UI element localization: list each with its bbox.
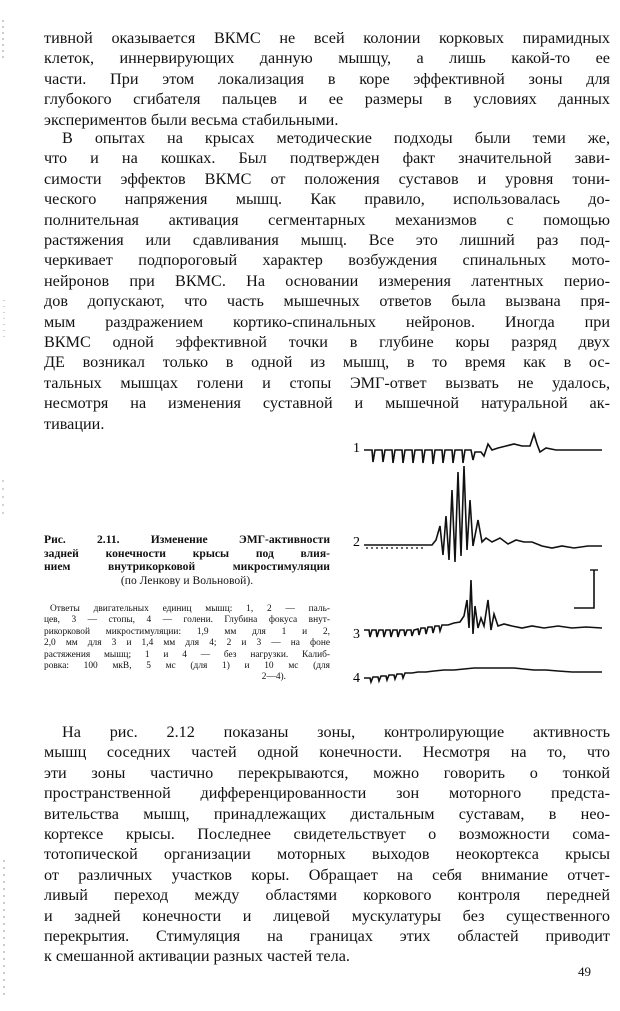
text-line: что и на кошках. Был подтвержден факт значительной зави- <box>44 149 610 168</box>
text-line: экспериментов были весьма стабильными. <box>44 110 339 129</box>
trace-label-3: 3 <box>353 627 360 642</box>
text-line: тальных мышцах голени и стопы ЭМГ-ответ вызвать не удалось, <box>44 373 610 392</box>
text-line: к смешанной активации разных частей тела. <box>44 947 350 966</box>
note-line: 2—4). <box>261 672 286 683</box>
text-line: дов допускают, что часть мышечных ответов была вызвана пря- <box>44 292 610 311</box>
text-line: ческого напряжения мышц. Как правило, использовалась до- <box>44 190 610 209</box>
caption-line: нием внутрикорковой микростимуляции <box>44 560 330 574</box>
text-line: черкивает подпороговый характер возбуждения спинальных мото- <box>44 251 610 270</box>
text-line: ВКМС одной эффективной точки в глубине коры разряд двух <box>44 333 610 352</box>
text-line: На рис. 2.12 показаны зоны, контролирующие активность <box>62 723 610 741</box>
text-line: мышц соседних частей одной конечности. Несмотря на то, что <box>44 743 610 762</box>
text-line: ливый переход между областями коркового контроля передней <box>44 886 610 905</box>
text-line: растяжения или сдавливания мышц. Все это лишний раз под- <box>44 231 610 250</box>
text-line: и задней конечности и лицевой мускулатуры без существенного <box>44 906 610 925</box>
emg-trace-4 <box>364 668 602 682</box>
text-line: тивной оказывается ВКМС не всей колонии корковых пирамидных <box>44 29 610 47</box>
trace-label-2: 2 <box>353 535 360 550</box>
paragraph-1 <box>44 28 610 130</box>
note-line: растяжения мышц; 1 и 4 — без нагрузки. Калиб- <box>44 649 330 660</box>
emg-trace-3 <box>364 580 602 637</box>
caption-line: задней конечности крысы под влия- <box>44 546 330 560</box>
text-line: кортексе крысы. Последнее свидетельствует о возможности сома- <box>44 825 610 844</box>
trace-label-4: 4 <box>353 671 360 686</box>
text-line: эти зоны частично перекрываются, можно говорить о тонкой <box>44 763 610 782</box>
note-line: цев, 3 — стопы, 4 — голени. Глубина фокуса внут- <box>44 615 330 626</box>
page-number: 49 <box>578 964 591 979</box>
caption-line: (по Ленкову и Вольновой). <box>120 573 254 587</box>
calibration-bar <box>574 570 594 608</box>
text-line: части. При этом локализация в коре эффективной зоны для <box>44 69 610 88</box>
note-line: рикорковой микростимуляции: 1,9 мм для 1 и 2, <box>44 626 330 637</box>
text-line: полнительная активация сегментарных механизмов с помощью <box>44 210 610 229</box>
text-line: тивации. <box>44 414 105 433</box>
caption-line: Рис. 2.11. Изменение ЭМГ-активности <box>44 533 330 546</box>
text-line: В опытах на крысах методические подходы были теми же, <box>62 129 610 147</box>
text-line: симости эффектов ВКМС от положения суставов и уровня тони- <box>44 169 610 188</box>
text-line: мым раздражением кортико-спинальных нейронов. Иногда при <box>44 312 610 331</box>
emg-trace-2 <box>364 466 602 562</box>
left-margin-scan-marks <box>0 0 10 1006</box>
note-line: 2,0 мм для 3 и 1,4 мм для 4; 2 и 3 — на фоне <box>44 638 330 649</box>
text-line: несмотря на изменения суставной и мышечной натуральной ак- <box>44 394 610 413</box>
text-line: ДЕ возникал только в одной из мышц, в то время как в ос- <box>44 353 610 372</box>
paragraph-2 <box>44 128 610 434</box>
text-line: вительства мышц, принадлежащих дистальным суставам, в нео- <box>44 804 610 823</box>
figure-caption <box>44 533 330 587</box>
paragraph-3 <box>44 722 610 967</box>
text-line: клеток, иннервирующих данную мышцу, а лишь какой-то ее <box>44 49 610 68</box>
note-line: Ответы двигательных единиц мышц: 1, 2 — паль- <box>50 604 330 614</box>
text-line: от различных участков коры. Обращает на себя внимание отчет- <box>44 865 610 884</box>
text-line: перекрытия. Стимуляция на границах этих областей приводит <box>44 927 610 946</box>
emg-traces <box>336 430 616 690</box>
note-line: ровка: 100 мкВ, 5 мс (для 1) и 10 мс (для <box>44 661 330 672</box>
text-line: пространственной дифференцированности зон моторного предста- <box>44 784 610 803</box>
emg-trace-1 <box>364 434 602 464</box>
emg-figure <box>336 430 616 690</box>
text-line: тотопической организации моторных выходов неокортекса крысы <box>44 845 610 864</box>
figure-notes <box>44 604 330 684</box>
text-line: нейронов при ВКМС. На основании измерения латентных перио- <box>44 271 610 290</box>
text-line: глубокого сгибателя пальцев и ее размеры в условиях данных <box>44 90 610 109</box>
trace-label-1: 1 <box>353 441 360 456</box>
